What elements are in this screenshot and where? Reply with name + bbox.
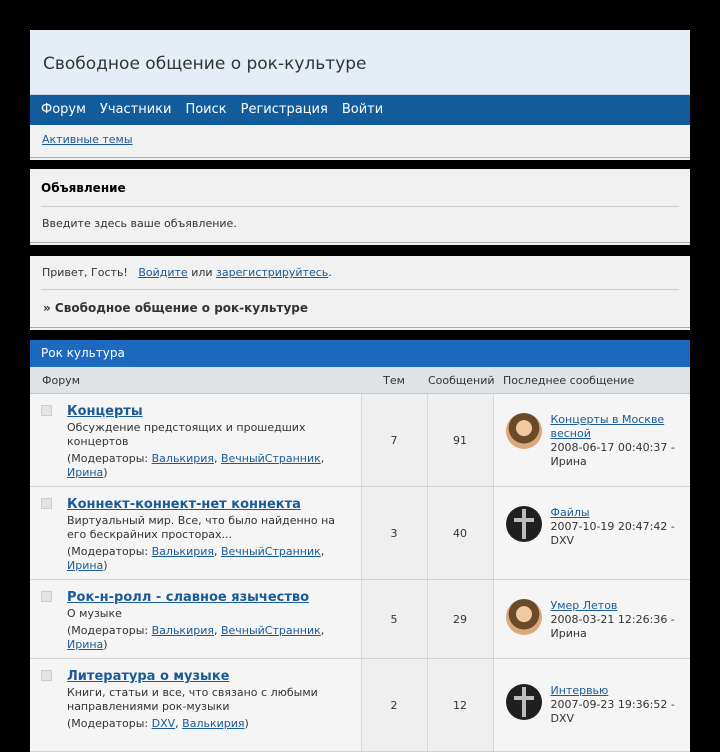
moderator-link[interactable]: DXV [151,717,176,730]
nav-forum[interactable]: Форум [41,102,86,117]
user-avatar-icon [506,599,542,635]
topic-count: 3 [361,487,427,580]
or-text: или [191,266,213,279]
last-post-link[interactable]: Концерты в Москве весной [550,413,665,440]
col-forum: Форум [30,367,361,394]
forum-description: Книги, статьи и все, что связано с любыми направлениями рок-музыки [67,686,318,713]
forum-moderators: (Модераторы: Валькирия, ВечныйСтранник, Ирина) [67,624,325,651]
active-topics-link[interactable]: Активные темы [42,133,133,146]
user-avatar-icon [506,506,542,542]
moderator-link[interactable]: ВечныйСтранник [220,452,321,465]
user-avatar-icon [506,684,542,720]
welcome-divider [41,289,679,290]
forum-status-icon [41,591,52,602]
announcement-title: Объявление [41,181,126,195]
moderator-link[interactable]: Валькирия [151,624,214,637]
last-post-date: 2008-03-21 12:26:36 - [550,613,675,626]
last-post-date: 2007-09-23 19:36:52 - [550,698,675,711]
forum-description: Обсуждение предстоящих и прошедших концертов [67,421,306,448]
post-count: 91 [427,394,493,487]
moderator-link[interactable]: Валькирия [151,545,214,558]
nav-users[interactable]: Участники [99,102,172,117]
topic-count: 2 [361,659,427,752]
forum-category [30,340,690,740]
table-row [30,487,690,580]
moderator-link[interactable]: Ирина [67,559,104,572]
moderator-link[interactable]: Ирина [67,466,104,479]
announcement-bottom-line [30,242,690,243]
greeting-text: Привет, Гость! [42,266,128,279]
user-avatar-icon [506,413,542,449]
welcome-bottom-line [30,327,690,328]
nav-login[interactable]: Войти [341,102,384,117]
forum-name-link[interactable]: Литература о музыке [67,669,230,684]
col-posts: Сообщений [427,367,493,394]
main-nav [30,95,690,125]
site-title: Свободное общение о рок-культуре [30,30,690,95]
moderator-link[interactable]: Валькирия [182,717,245,730]
last-post-user: DXV [550,712,575,725]
welcome-box [30,256,690,330]
last-post-link[interactable]: Файлы [550,506,590,519]
announcement-box [30,169,690,245]
col-last-post: Последнее сообщение [493,367,690,394]
post-count: 29 [427,580,493,659]
table-row [30,659,690,752]
table-row [30,580,690,659]
table-row [30,394,690,487]
last-post-date: 2008-06-17 00:40:37 - [550,441,675,454]
table-header-row [30,367,690,394]
category-title: Рок культура [30,340,690,367]
forum-moderators: (Модераторы: Валькирия, ВечныйСтранник, Ирина) [67,545,325,572]
last-post-date: 2007-10-19 20:47:42 - [550,520,675,533]
moderator-link[interactable]: ВечныйСтранник [220,624,321,637]
forum-status-icon [41,405,52,416]
forum-description: О музыке [67,607,122,620]
post-count: 12 [427,659,493,752]
register-link[interactable]: зарегистрируйтесь [216,266,329,279]
announcement-divider [41,206,679,207]
forum-name-link[interactable]: Коннект-коннект-нет коннекта [67,497,301,512]
moderator-link[interactable]: ВечныйСтранник [220,545,321,558]
forum-description: Виртуальный мир. Все, что было найденно на его бескрайних просторах... [67,514,336,541]
col-topics: Тем [361,367,427,394]
forum-name-link[interactable]: Рок-н-ролл - славное язычество [67,590,310,605]
topic-count: 7 [361,394,427,487]
header [30,30,690,160]
login-link[interactable]: Войдите [138,266,188,279]
topic-count: 5 [361,580,427,659]
post-count: 40 [427,487,493,580]
last-post-user: DXV [550,534,575,547]
period-text: . [328,266,332,279]
forum-name-link[interactable]: Концерты [67,404,143,419]
last-post-user: Ирина [550,627,587,640]
forum-status-icon [41,498,52,509]
announcement-text: Введите здесь ваше объявление. [42,217,237,230]
last-post-user: Ирина [550,455,587,468]
moderator-link[interactable]: Валькирия [151,452,214,465]
header-divider [30,157,690,158]
nav-search[interactable]: Поиск [185,102,227,117]
moderator-link[interactable]: Ирина [67,638,104,651]
breadcrumb: » Свободное общение о рок-культуре [43,301,309,315]
last-post-link[interactable]: Интервью [550,684,609,697]
forum-moderators: (Модераторы: DXV, Валькирия) [67,717,249,730]
last-post-link[interactable]: Умер Летов [550,599,618,612]
forum-table [30,367,690,752]
forum-moderators: (Модераторы: Валькирия, ВечныйСтранник, Ирина) [67,452,325,479]
nav-register[interactable]: Регистрация [240,102,328,117]
forum-status-icon [41,670,52,681]
